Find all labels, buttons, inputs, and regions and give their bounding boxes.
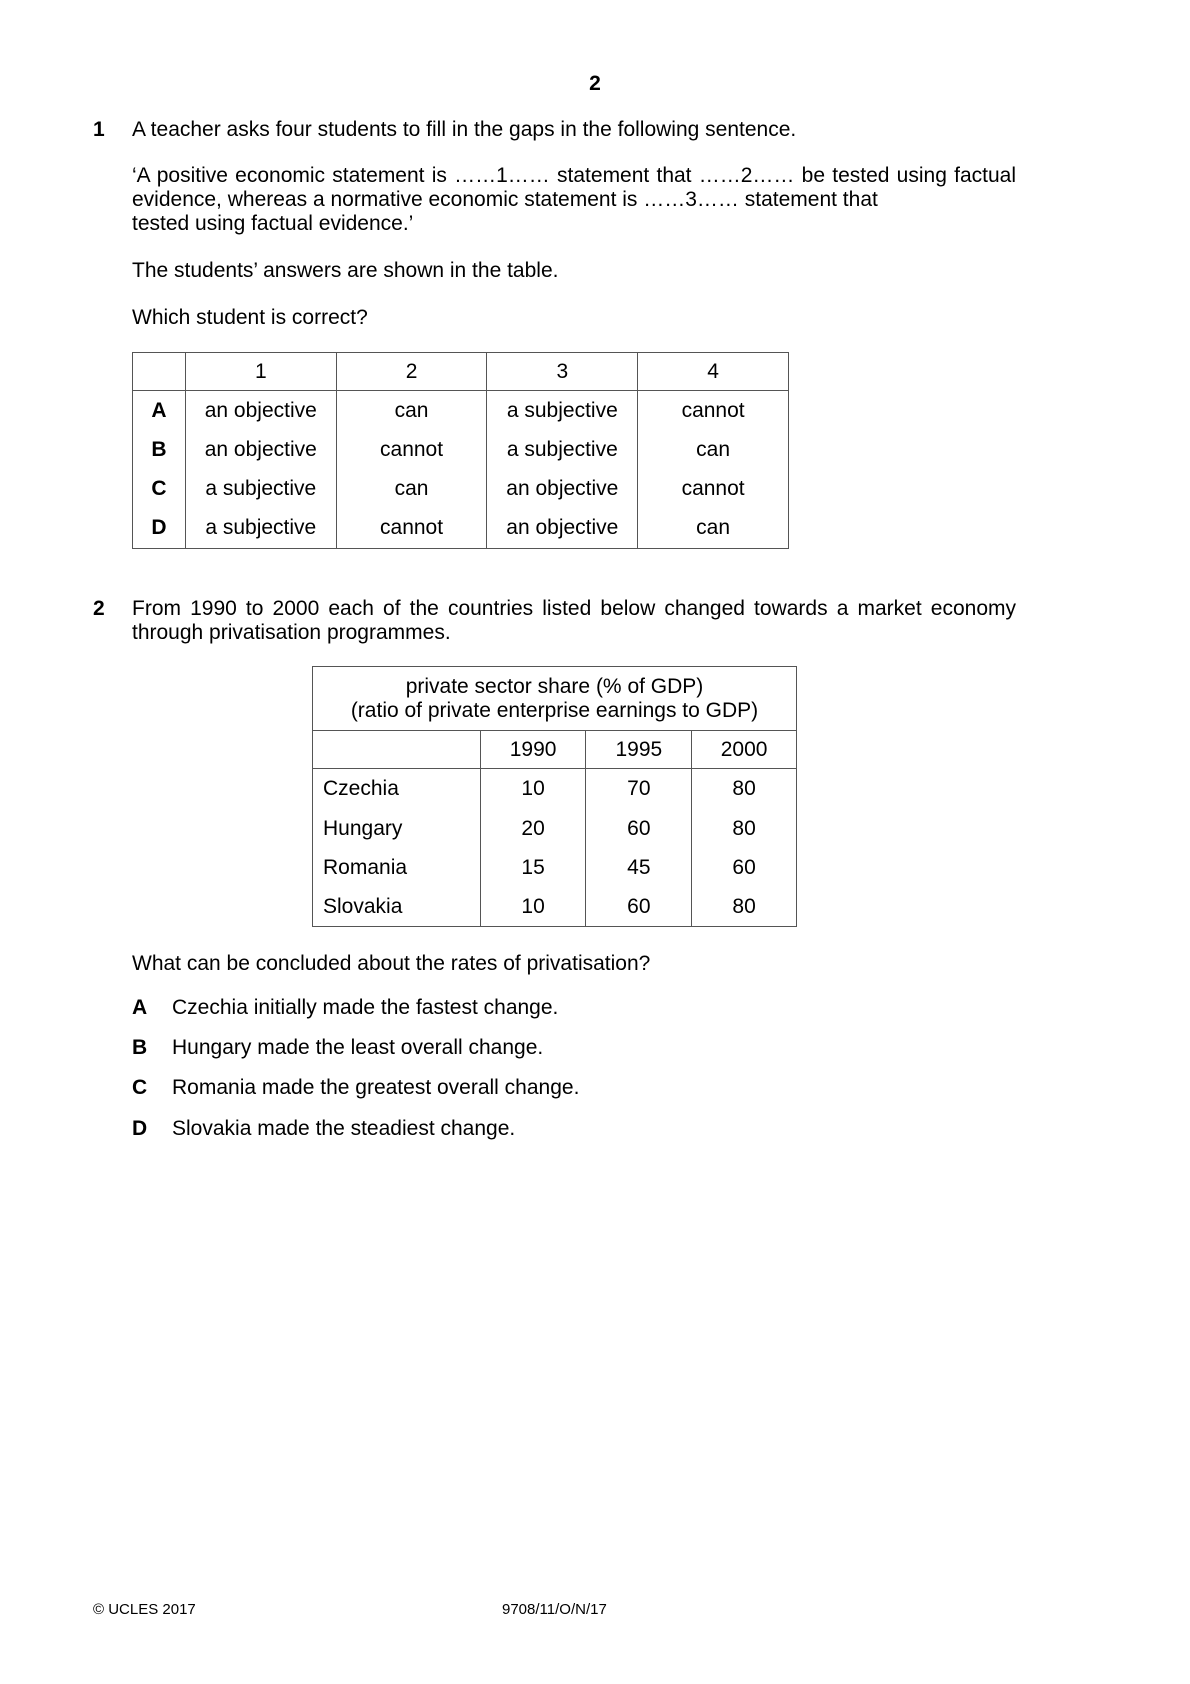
table-row [313, 849, 797, 888]
footer-copyright: © UCLES 2017 [93, 1601, 196, 1618]
country-cell: Slovakia [313, 888, 481, 927]
option-letter: B [133, 431, 186, 470]
table-cell: 60 [586, 888, 692, 927]
option-letter: D [133, 509, 186, 549]
option-text: Romania made the greatest overall change. [172, 1076, 580, 1099]
table-cell: 80 [692, 769, 797, 810]
option-letter: A [133, 391, 186, 431]
table-cell: 15 [480, 849, 586, 888]
page-number: 2 [589, 72, 601, 95]
table-cell: can [638, 509, 789, 549]
option-text: Slovakia made the steadiest change. [172, 1117, 516, 1140]
country-cell: Romania [313, 849, 481, 888]
table-cell: 45 [586, 849, 692, 888]
table-title-line-1: private sector share (% of GDP) [405, 674, 704, 698]
table-header-row [313, 731, 797, 769]
table-cell: can [638, 431, 789, 470]
question-1-quote-line-1: ‘A positive economic statement is ……1…… statement that ……2…… be tested using factual [132, 164, 1016, 187]
table-header-cell [313, 731, 481, 769]
question-2-prompt-line-1: From 1990 to 2000 each of the countries listed below changed towards a market economy [132, 597, 1016, 620]
option-letter: A [132, 996, 148, 1019]
table-row [133, 470, 789, 509]
table-cell: 20 [480, 810, 586, 849]
table-title [313, 667, 797, 731]
table-cell: 80 [692, 810, 797, 849]
country-cell: Czechia [313, 769, 481, 810]
table-cell: 10 [480, 769, 586, 810]
table-cell: cannot [638, 391, 789, 431]
option-letter: C [132, 1076, 148, 1099]
option-letter: C [133, 470, 186, 509]
table-header-cell [133, 353, 186, 391]
table-header-cell-year: 1995 [586, 731, 692, 769]
footer-paper-code: 9708/11/O/N/17 [502, 1601, 607, 1618]
question-1-question: Which student is correct? [132, 306, 368, 329]
question-1-prompt: A teacher asks four students to fill in the gaps in the following sentence. [132, 118, 797, 141]
table-cell: a subjective [487, 391, 638, 431]
privatisation-table [312, 666, 797, 927]
table-cell: can [336, 391, 487, 431]
question-1-number: 1 [93, 118, 105, 141]
table-header-cell-year: 1990 [480, 731, 586, 769]
table-title-line-2: (ratio of private enterprise earnings to GDP) [350, 698, 759, 722]
question-2-number: 2 [93, 597, 105, 620]
table-cell: 60 [692, 849, 797, 888]
question-1-quote-line-3: tested using factual evidence.’ [132, 212, 414, 235]
table-row [313, 888, 797, 927]
table-title-row [313, 667, 797, 731]
table-header-cell: 3 [487, 353, 638, 391]
question-1-quote-line-2: evidence, whereas a normative economic statement is ……3…… statement that [132, 188, 878, 211]
table-row [313, 769, 797, 810]
table-cell: 60 [586, 810, 692, 849]
table-cell: a subjective [185, 470, 336, 509]
table-cell: an objective [487, 470, 638, 509]
table-row [313, 810, 797, 849]
table-header-cell: 1 [185, 353, 336, 391]
table-row [133, 431, 789, 470]
table-cell: cannot [336, 509, 487, 549]
table-cell: a subjective [487, 431, 638, 470]
option-letter: B [132, 1036, 148, 1059]
table-header-row [133, 353, 789, 391]
table-cell: a subjective [185, 509, 336, 549]
table-cell: 10 [480, 888, 586, 927]
table-header-cell-year: 2000 [692, 731, 797, 769]
table-cell: 80 [692, 888, 797, 927]
country-cell: Hungary [313, 810, 481, 849]
option-text: Czechia initially made the fastest change. [172, 996, 559, 1019]
table-cell: an objective [185, 431, 336, 470]
question-1-answers-table [132, 352, 789, 549]
table-header-cell: 4 [638, 353, 789, 391]
table-cell: an objective [185, 391, 336, 431]
option-letter: D [132, 1117, 148, 1140]
table-row [133, 391, 789, 431]
table-row [133, 509, 789, 549]
table-cell: an objective [487, 509, 638, 549]
question-2-question: What can be concluded about the rates of privatisation? [132, 952, 651, 975]
table-header-cell: 2 [336, 353, 487, 391]
table-cell: cannot [638, 470, 789, 509]
table-cell: can [336, 470, 487, 509]
question-2-prompt-line-2: through privatisation programmes. [132, 621, 451, 644]
question-1-answers-intro: The students’ answers are shown in the table. [132, 259, 559, 282]
option-text: Hungary made the least overall change. [172, 1036, 544, 1059]
table-cell: cannot [336, 431, 487, 470]
table-cell: 70 [586, 769, 692, 810]
